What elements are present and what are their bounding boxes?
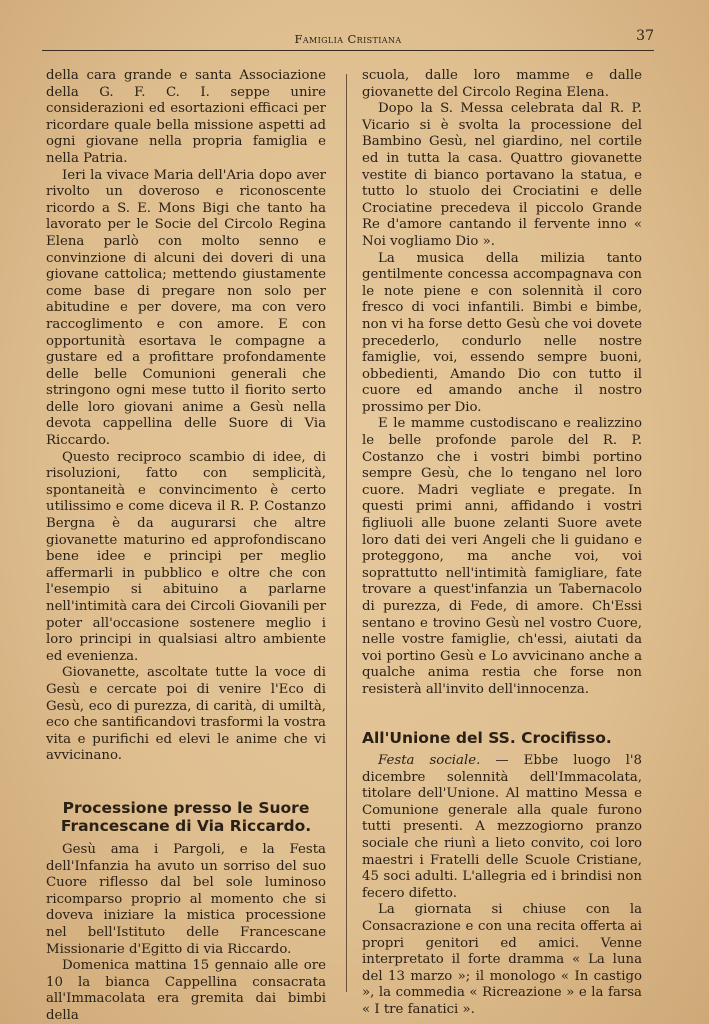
paragraph — [362, 753, 642, 902]
header-rule — [42, 50, 654, 51]
running-title: Famiglia Cristiana — [294, 32, 402, 46]
section-heading: All'Unione del SS. Crocifisso. — [362, 728, 612, 747]
section-heading: Processione presso le Suore Francescane di Via Riccardo. — [60, 798, 312, 836]
page-number: 37 — [636, 28, 654, 44]
paragraph-body: — Ebbe luogo l'8 dicembre solennità dell'Immacolata, titolare dell'Unione. Al mattino Messa e Comunione generale alla quale furono tutti presenti. A mezzogiorno pranzo sociale che riunì a lieto convito, coi loro maestri i Fratelli delle Scuole Cristiane, 45 soci adulti. L'allegria ed i brindisi non fecero difetto. — [362, 753, 642, 901]
right-column — [362, 68, 642, 1019]
paragraph: La musica della milizia tanto gentilmente concessa accompagnava con le note piene e con solennità il coro fresco di voci infantili. Bimbi e bimbe, non vi ha forse detto Gesù che voi dovete precederlo, condurlo nelle nostre famiglie, voi, essendo sempre buoni, obbedienti, Amando Dio con tutto il cuore ed amando anche il nostro prossimo per Dio. — [362, 250, 642, 415]
paragraph: Domenica mattina 15 gennaio alle ore 10 la bianca Cappellina consacrata all'Immacolata era gremita dai bimbi della — [46, 958, 326, 1023]
paragraph: scuola, dalle loro mamme e dalle giovanette del Circolo Regina Elena. — [362, 68, 642, 100]
column-divider — [346, 74, 347, 992]
paragraph: Ieri la vivace Maria dell'Aria dopo aver rivolto un doveroso e riconoscente ricordo a S. E. Mons Bigi che tanto ha lavorato per le Socie del Circolo Regina Elena parlò con molto senno e convinzione di alcuni dei doveri di una giovane cattolica; mettendo giustamente come base di pregare non solo per abitudine e per dovere, ma con vero raccoglimento e con amore. E con opportunità esortava le compagne a gustare ed a profittare profondamente delle belle Comunioni generali che stringono ogni mese tutto il fiorito serto delle loro giovani anime a Gesù nella devota cappellina delle Suore di Via Riccardo. — [46, 167, 326, 449]
paragraph: E le mamme custodiscano e realizzino le belle profonde parole del R. P. Costanzo che i vostri bimbi portino sempre Gesù, che lo tengano nel loro cuore. Madri vegliate e pregate. In questi primi anni, affidando i vostri figliuoli alle buone zelanti Suore avete loro dati dei veri Angeli che li guidano e proteggono, ma anche voi, voi soprattutto nell'intimità famigliare, fate trovare a quest'infanzia un Tabernacolo di purezza, di Fede, di amore. Ch'Essi sentano e trovino Gesù nel vostro Cuore, nelle vostre famiglie, ch'essi, aiutati da voi portino Gesù e Lo avvicinano anche a qualche anima restia che forse non resisterà all'invito dell'innocenza. — [362, 416, 642, 697]
paragraph: La giornata si chiuse con la Consacrazione e con una recita offerta ai propri genitori ed amici. Venne interpretato il forte dramma « La luna del 13 marzo »; il monologo « In castigo », la commedia « Ricreazione » e la farsa « I tre fanatici ». — [362, 902, 642, 1017]
paragraph: Questo reciproco scambio di idee, di risoluzioni, fatto con semplicità, spontaneità e convincimento è certo utilissimo e come diceva il R. P. Costanzo Bergna è da augurarsi che altre giovanette maturino ed approfondiscano bene idee e principi per meglio affermarli in pubblico e oltre che con l'esempio si abituino a parlarne nell'intimità cara dei Circoli Giovanili per poter all'occasione sostenere meglio i loro principi in qualsiasi altro ambiente ed evenienza. — [46, 449, 326, 664]
paragraph-lead: Festa sociale. — [378, 753, 481, 769]
running-head — [42, 28, 654, 50]
left-column — [46, 68, 326, 1024]
paragraph: Gesù ama i Pargoli, e la Festa dell'Infanzia ha avuto un sorriso del suo Cuore riflesso dal bel sole luminoso ricomparso proprio al momento che si doveva iniziare la mistica processione nel bell'Istituto delle Francescane Missionarie d'Egitto di via Riccardo. — [46, 841, 326, 957]
paragraph: della cara grande e santa Associazione della G. F. C. I. seppe unire considerazioni ed esortazioni efficaci per ricordare quale bella missione aspetti ad ogni giovane nella propria famiglia e nella Patria. — [46, 68, 326, 166]
paragraph: Dopo la S. Messa celebrata dal R. P. Vicario si è svolta la processione del Bambino Gesù, nel giardino, nel cortile ed in tutta la casa. Quattro giovanette vestite di bianco portavano la statua, e tutto lo stuolo dei Crociatini e delle Crociatine precedeva il piccolo Grande Re d'amore cantando il fervente inno « Noi vogliamo Dio ». — [362, 101, 642, 249]
paragraph: Giovanette, ascoltate tutte la voce di Gesù e cercate poi di venire l'Eco di Gesù, eco di purezza, di carità, di umiltà, eco che santificandovi trasformi la vostra vita e purifichi ed elevi le anime che vi avvicinano. — [46, 665, 326, 764]
